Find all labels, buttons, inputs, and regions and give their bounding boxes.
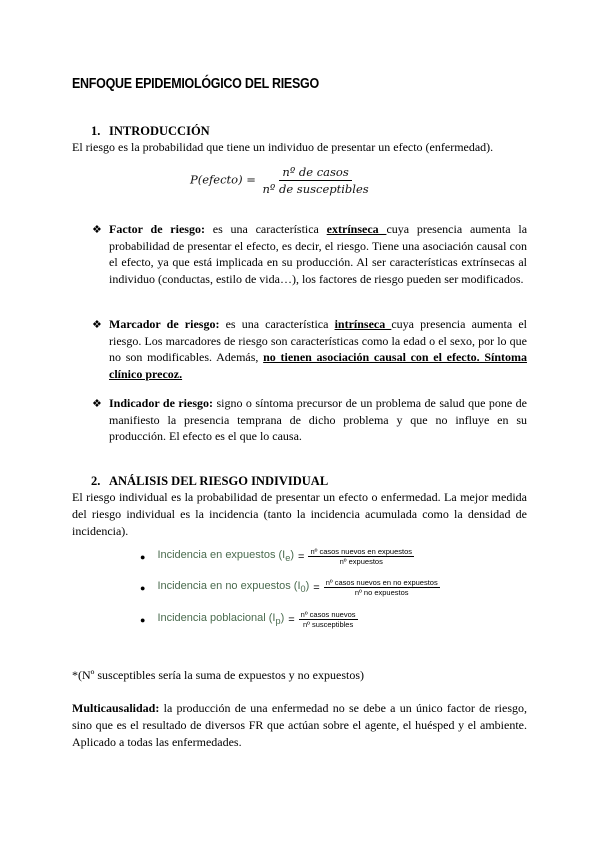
incidence-fraction: $\frac{\text{nº casos nuevos}}{\text{nº susceptibles}}$ <box>300 610 356 629</box>
susceptibles-note: *(Nº susceptibles sería la suma de expuestos y no expuestos) <box>72 668 364 682</box>
incidence-population: ● Incidencia poblacional $(I_p)$ = $\frac{\text{nº casos nuevos}}{\text{nº susceptibles}}$ <box>140 610 356 629</box>
section-2-number: 2. <box>91 474 101 488</box>
incidence-label: Incidencia en expuestos $(I_e)$ <box>157 549 295 564</box>
section-2-title: ANÁLISIS DEL RIESGO INDIVIDUAL <box>109 474 329 488</box>
incidence-label: Incidencia poblacional $(I_p)$ <box>157 612 285 627</box>
section-1-heading <box>91 124 210 139</box>
bullet-text-body: signo o síntoma precursor de un problema de salud que pone de manifiesto la presencia temprana de dicho problema y que no influye en su producción. El efecto es el que lo causa. <box>109 396 527 443</box>
page-title: ENFOQUE EPIDEMIOLÓGICO DEL RIESGO <box>72 76 319 92</box>
formula-fraction <box>260 165 372 196</box>
formula-denominator: nº de susceptibles <box>262 182 369 196</box>
section-1-intro: El riesgo es la probabilidad que tiene un individuo de presentar un efecto (enfermedad). <box>72 140 494 154</box>
bullet-text-pre: es una característica <box>204 222 327 236</box>
bullet-dot-icon: ● <box>140 551 146 562</box>
diamond-bullet-icon: ❖ <box>92 319 102 331</box>
section-2-intro: El riesgo individual es la probabilidad de presentar un efecto o enfermedad. La mejor medida del riesgo individual es la incidencia (tanto la incidencia acumulada como la densidad de incidencia). <box>72 490 527 538</box>
bullet-text-body: cuya presencia aumenta la probabilidad de presentar el efecto, es decir, el riesgo. Tiene una asociación causal con el efecto, ya que está implicada en su producción. Al ser características extrínsecas al individuo (conductas, estilo de vida…), los factores de riesgo pueden ser modificados. <box>109 222 528 286</box>
section-1-number: 1. <box>91 124 101 138</box>
multicausality-term: Multicausalidad: <box>72 701 160 715</box>
bullet-term: Indicador de riesgo: <box>109 396 214 410</box>
incidence-fraction: $\frac{\text{nº casos nuevos en no expuestos}}{\text{nº no expuestos}}$ <box>325 578 438 597</box>
diamond-bullet-icon: ❖ <box>92 224 102 236</box>
bullet-indicador-riesgo <box>92 395 527 445</box>
bullet-text-body: cuya presencia aumenta el riesgo. Los marcadores de riesgo son características como la edad o el sexo, por lo que no son modificables. Además, <box>109 317 527 364</box>
multicausality-paragraph <box>72 700 527 751</box>
bullet-dot-icon: ● <box>140 614 146 625</box>
incidence-exposed: ● Incidencia en expuestos $(I_e)$ = $\frac{\text{nº casos nuevos en expuestos}}{\text{nº expuestos}}$ <box>140 547 413 566</box>
risk-formula <box>190 165 372 196</box>
bullet-dot-icon: ● <box>140 582 146 593</box>
section-1-title: INTRODUCCIÓN <box>109 124 210 138</box>
bullet-emphasis-2: no tienen asociación causal con el efecto. Síntoma clínico precoz. <box>109 350 528 381</box>
formula-numerator: nº de casos <box>279 165 351 181</box>
bullet-term: Factor de riesgo: <box>109 222 205 236</box>
bullet-emphasis: extrínseca <box>326 222 387 236</box>
section-2-heading <box>91 474 328 489</box>
bullet-emphasis: intrínseca <box>334 317 392 331</box>
incidence-non-exposed: ● Incidencia en no expuestos $(I_0)$ = $\frac{\text{nº casos nuevos en no expuestos}}{\text{nº no expuestos}}$ <box>140 578 438 597</box>
diamond-bullet-icon: ❖ <box>92 398 102 410</box>
incidence-label: Incidencia en no expuestos $(I_0)$ <box>157 580 310 595</box>
bullet-text-pre: es una característica <box>219 317 335 331</box>
bullet-term: Marcador de riesgo: <box>109 317 220 331</box>
bullet-marcador-riesgo <box>92 316 527 382</box>
incidence-fraction: $\frac{\text{nº casos nuevos en expuestos}}{\text{nº expuestos}}$ <box>310 547 413 566</box>
formula-lhs: P(efecto) = <box>190 172 256 187</box>
bullet-factor-riesgo <box>92 221 527 287</box>
multicausality-text: la producción de una enfermedad no se debe a un único factor de riesgo, sino que es el resultado de diversos FR que actúan sobre el agente, el huésped y el ambiente. Aplicado a todas las enfermedades. <box>72 701 527 749</box>
